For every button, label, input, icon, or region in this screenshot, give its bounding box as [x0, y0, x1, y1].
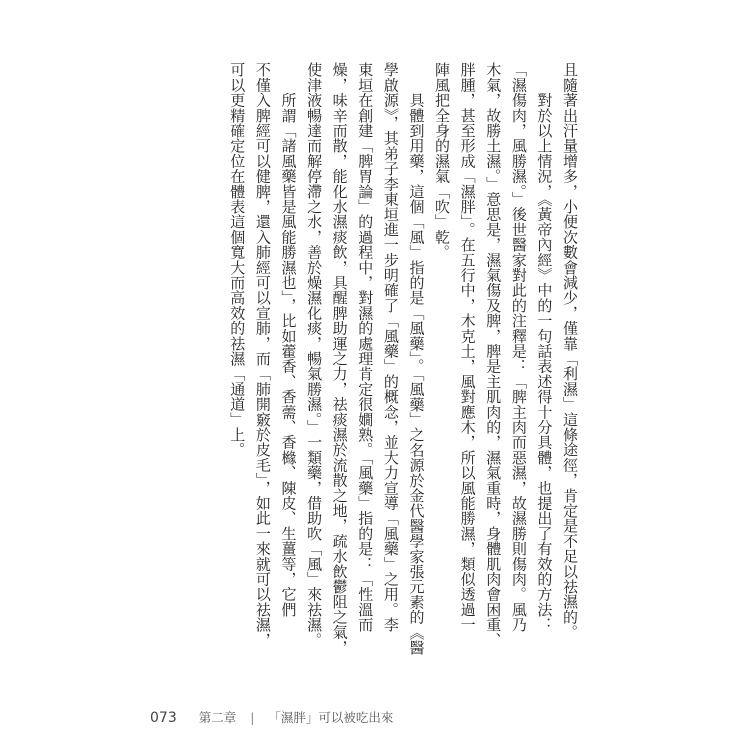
- text-line-13: 不僅入脾經可以健脾，還入肺經可以宣肺，而「肺開竅於皮毛」，如此一來就可以祛濕，: [253, 62, 272, 648]
- page-footer: [150, 708, 393, 726]
- text-line-14: 可以更精確定位在體表這個寬大而高效的祛濕「通道」上。: [228, 62, 247, 458]
- text-line-10: 燥，味辛而散，能化水濕痰飲，具醒脾助運之力，祛痰濕於流散之地，疏水飲鬱阻之氣，: [330, 62, 349, 655]
- footer-separator: |: [250, 710, 255, 725]
- text-line-8: 學啟源》，其弟子李東垣進一步明確了「風藥」的概念，並大力宣導「風藥」之用。李: [381, 62, 400, 633]
- text-line-2: 對於以上情況，《黃帝內經》中的一句話表述得十分具體，也提出了有效的方法：: [535, 62, 554, 633]
- chapter-label: 第二章: [198, 710, 237, 725]
- text-line-12: 所謂「諸風藥皆是風能勝濕也」，比如藿香、香薷、香櫞、陳皮、生薑等，它們: [279, 62, 298, 617]
- text-line-1: 且隨著出汗量增多，小便次數會減少，僅靠「利濕」這條途徑，肯定是不足以祛濕的。: [561, 62, 579, 640]
- text-line-9: 東垣在創建「脾胃論」的過程中，對濕的處理肯定很嫺熟。「風藥」指的是：「性溫而: [356, 62, 375, 633]
- vertical-body-text: [224, 62, 582, 662]
- text-line-7: 具體到用藥，這個「風」指的是「風藥」。「風藥」之名源於金代醫學家張元素的《醫: [407, 62, 426, 655]
- page-number: 073: [150, 710, 177, 726]
- chapter-title: 「濕胖」可以被吃出來: [268, 710, 394, 725]
- text-line-3: 「濕傷肉，風勝濕。」後世醫家對此的注釋是：「脾主肉而惡濕，故濕勝則傷肉。風乃: [509, 62, 528, 633]
- text-line-6: 陣風把全身的濕氣「吹」乾。: [433, 62, 452, 260]
- text-line-11: 使津液暢達而解停滯之水，善於燥濕化痰，暢氣勝濕。」一類藥，借助吹「風」來祛濕。: [305, 62, 324, 648]
- text-line-4: 木氣，故勝土濕。」意思是，濕氣傷及脾，脾是主肌肉的，濕氣重時，身體肌肉會困重、: [484, 62, 503, 648]
- text-line-5: 胖腫，甚至形成「濕胖」。在五行中，木克土，風對應木，所以風能勝濕，類似透過一: [458, 62, 477, 633]
